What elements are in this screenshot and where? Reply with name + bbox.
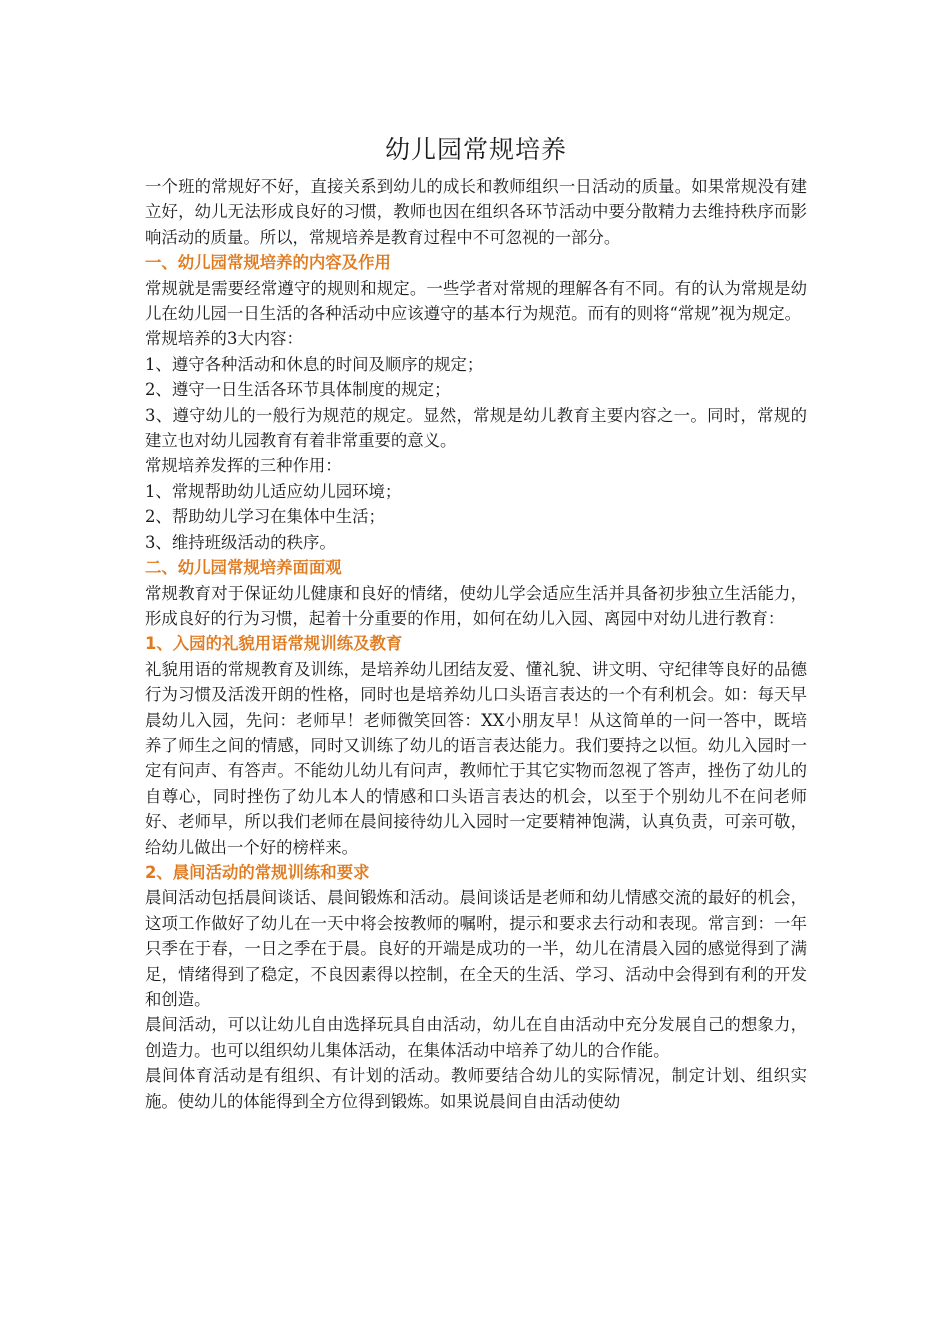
paragraph: 晨间体育活动是有组织、有计划的活动。教师要结合幼儿的实际情况，制定计划、组织实施。使幼儿的体能得到全方位得到锻炼。如果说晨间自由活动使幼 — [145, 1066, 807, 1111]
paragraph: 常规教育对于保证幼儿健康和良好的情绪，使幼儿学会适应生活并具备初步独立生活能力，形成良好的行为习惯，起着十分重要的作用，如何在幼儿入园、离园中对幼儿进行教育： — [145, 583, 807, 628]
list-item: 2、遵守一日生活各环节具体制度的规定； — [145, 380, 451, 400]
paragraph: 常规培养的3大内容： — [145, 329, 303, 349]
list-item: 1、常规帮助幼儿适应幼儿园环境； — [145, 481, 402, 501]
paragraph: 晨间活动，可以让幼儿自由选择玩具自由活动，幼儿在自由活动中充分发展自己的想象力，创造力。也可以组织幼儿集体活动，在集体活动中培养了幼儿的合作能。 — [145, 1015, 807, 1060]
list-item: 1、遵守各种活动和休息的时间及顺序的规定； — [145, 354, 484, 374]
list-item: 3、遵守幼儿的一般行为规范的规定。显然，常规是幼儿教育主要内容之一。同时，常规的建立也对幼儿园教育有着非常重要的意义。 — [145, 405, 807, 451]
paragraph: 常规就是需要经常遵守的规则和规定。一些学者对常规的理解各有不同。有的认为常规是幼儿在幼儿园一日生活的各种活动中应该遵守的基本行为规范。而有的则将“常规”视为规定。 — [145, 278, 807, 324]
section-heading-1: 一、幼儿园常规培养的内容及作用 — [145, 253, 391, 273]
paragraph: 礼貌用语的常规教育及训练，是培养幼儿团结友爱、懂礼貌、讲文明、守纪律等良好的品德行为习惯及活泼开朗的性格，同时也是培养幼儿口头语言表达的一个有利机会。如：每天早晨幼儿入园，先问：老师早！老师微笑回答：XX小朋友早！从这简单的一问一答中，既培养了师生之间的情感，同时又训练了幼儿的语言表达能力。我们要持之以恒。幼儿入园时一定有问声、有答声。不能幼儿幼儿有问声，教师忙于其它实物而忽视了答声，挫伤了幼儿的自尊心，同时挫伤了幼儿本人的情感和口头语言表达的机会，以至于个别幼儿不在问老师好、老师早，所以我们老师在晨间接待幼儿入园时一定要精神饱满，认真负责，可亲可敬，给幼儿做出一个好的榜样来。 — [145, 659, 807, 857]
intro-paragraph: 一个班的常规好不好，直接关系到幼儿的成长和教师组织一日活动的质量。如果常规没有建立好，幼儿无法形成良好的习惯，教师也因在组织各环节活动中要分散精力去维持秩序而影响活动的质量。所以，常规培养是教育过程中不可忽视的一部分。 — [145, 177, 807, 247]
list-item: 3、维持班级活动的秩序。 — [145, 532, 336, 552]
subsection-heading-2: 2、晨间活动的常规训练和要求 — [145, 862, 370, 882]
list-item: 2、帮助幼儿学习在集体中生活； — [145, 507, 385, 527]
section-heading-2: 二、幼儿园常规培养面面观 — [145, 558, 342, 578]
paragraph: 晨间活动包括晨间谈话、晨间锻炼和活动。晨间谈话是老师和幼儿情感交流的最好的机会，这项工作做好了幼儿在一天中将会按教师的嘱咐，提示和要求去行动和表现。常言到：一年只季在于春，一日之季在于晨。良好的开端是成功的一半，幼儿在清晨入园的感觉得到了满足，情绪得到了稳定，不良因素得以控制，在全天的生活、学习、活动中会得到有利的开发和创造。 — [145, 888, 807, 1009]
document-title: 幼儿园常规培养 — [384, 135, 567, 164]
paragraph: 常规培养发挥的三种作用： — [145, 456, 342, 476]
document-page — [145, 132, 807, 1114]
subsection-heading-1: 1、入园的礼貌用语常规训练及教育 — [145, 634, 403, 654]
